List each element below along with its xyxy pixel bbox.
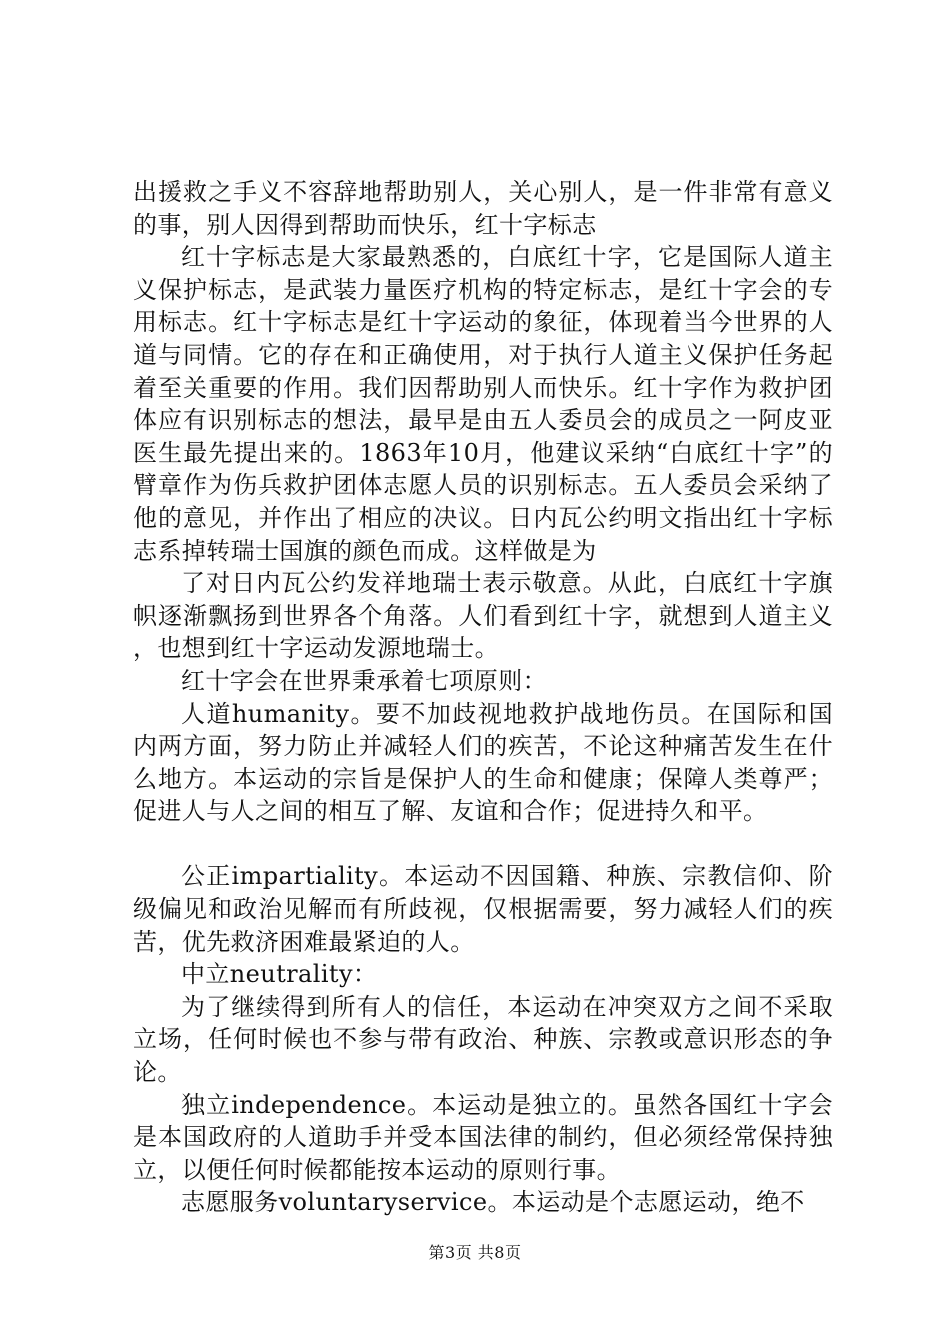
- paragraph: 出援救之手义不容辞地帮助别人，关心别人，是一件非常有意义的事，别人因得到帮助而快乐，红十字标志: [133, 178, 833, 239]
- paragraph: 人道humanity。要不加歧视地救护战地伤员。在国际和国内两方面，努力防止并减轻人们的疾苦，不论这种痛苦发生在什么地方。本运动的宗旨是保护人的生命和健康；保障人类尊严；促进人与人之间的相互了解、友谊和合作；促进持久和平。: [133, 699, 833, 826]
- paragraph: 红十字会在世界秉承着七项原则：: [181, 666, 547, 695]
- document-body: [133, 176, 833, 1219]
- paragraph: 独立independence。本运动是独立的。虽然各国红十字会是本国政府的人道助手并受本国法律的制约，但必须经常保持独立，以便任何时候都能按本运动的原则行事。: [133, 1090, 833, 1184]
- paragraph: 了对日内瓦公约发祥地瑞士表示敬意。从此，白底红十字旗帜逐渐飘扬到世界各个角落。人们看到红十字，就想到人道主义，也想到红十字运动发源地瑞士。: [133, 569, 833, 663]
- paragraph: 公正impartiality。本运动不因国籍、种族、宗教信仰、阶级偏见和政治见解而有所歧视，仅根据需要，努力减轻人们的疾苦，优先救济困难最紧迫的人。: [133, 862, 833, 956]
- paragraph: 志愿服务voluntaryservice。本运动是个志愿运动，绝不: [181, 1188, 805, 1217]
- paragraph: 中立neutrality：: [181, 960, 378, 989]
- paragraph: 为了继续得到所有人的信任，本运动在冲突双方之间不采取立场，任何时候也不参与带有政治、种族、宗教或意识形态的争论。: [133, 992, 833, 1087]
- paragraph-spacer: [133, 828, 833, 861]
- paragraph: 红十字标志是大家最熟悉的，白底红十字，它是国际人道主义保护标志，是武装力量医疗机构的特定标志，是红十字会的专用标志。红十字标志是红十字运动的象征，体现着当今世界的人道与同情。它的存在和正确使用，对于执行人道主义保护任务起着至关重要的作用。我们因帮助别人而快乐。红十字作为救护团体应有识别标志的想法，最早是由五人委员会的成员之一阿皮亚医生最先提出来的。1863年10月，他建议采纳“白底红十字”的臂章作为伤兵救护团体志愿人员的识别标志。五人委员会采纳了他的意见，并作出了相应的决议。日内瓦公约明文指出红十字标志系掉转瑞士国旗的颜色而成。这样做是为: [133, 243, 833, 565]
- page-footer: 第3页 共8页: [428, 1243, 522, 1262]
